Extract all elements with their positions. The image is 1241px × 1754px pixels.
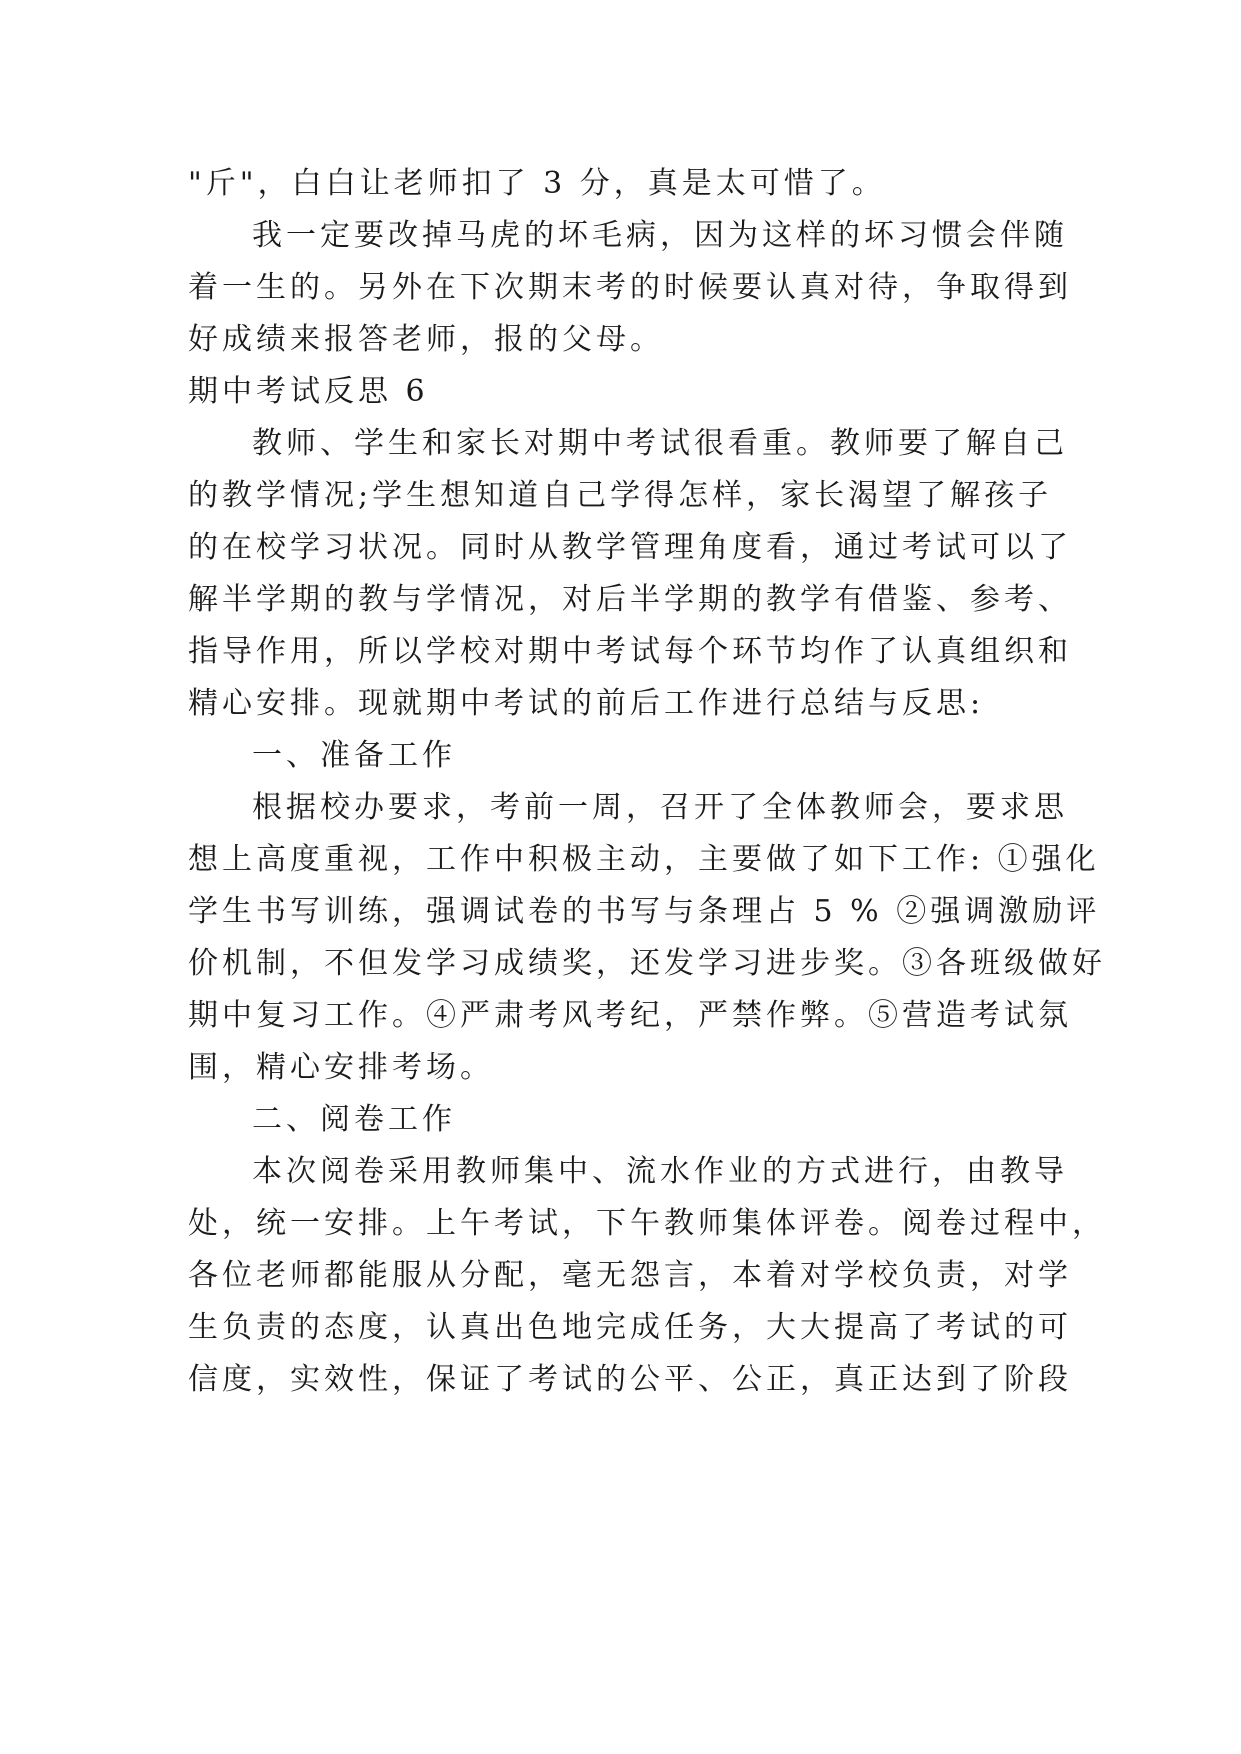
paragraph-line: 处，统一安排。上午考试，下午教师集体评卷。阅卷过程中， xyxy=(188,1206,1106,1241)
paragraph-line: 精心安排。现就期中考试的前后工作进行总结与反思: xyxy=(188,686,985,721)
section-title: 期中考试反思 6 xyxy=(188,374,429,409)
paragraph-line: 期中复习工作。④严肃考风考纪，严禁作弊。⑤营造考试氛 xyxy=(188,998,1072,1033)
paragraph-line: 解半学期的教与学情况，对后半学期的教学有借鉴、参考、 xyxy=(188,582,1072,617)
subsection-heading: 二、阅卷工作 xyxy=(252,1102,456,1137)
paragraph-line: 根据校办要求，考前一周，召开了全体教师会，要求思 xyxy=(252,790,1068,825)
paragraph-line: 各位老师都能服从分配，毫无怨言，本着对学校负责，对学 xyxy=(188,1258,1072,1293)
paragraph-line: 想上高度重视，工作中积极主动，主要做了如下工作: ①强化 xyxy=(188,842,1100,877)
paragraph-line: 的在校学习状况。同时从教学管理角度看，通过考试可以了 xyxy=(188,530,1072,565)
subsection-heading: 一、准备工作 xyxy=(252,738,456,773)
paragraph-line: 好成绩来报答老师，报的父母。 xyxy=(188,322,664,357)
paragraph-line: 价机制，不但发学习成绩奖，还发学习进步奖。③各班级做好 xyxy=(188,946,1106,981)
document-body xyxy=(188,158,1106,1406)
paragraph-line: "斤"，白白让老师扣了 3 分，真是太可惜了。 xyxy=(188,166,886,201)
paragraph-line: 学生书写训练，强调试卷的书写与条理占 5 % ②强调激励评 xyxy=(188,894,1101,929)
paragraph-line: 指导作用，所以学校对期中考试每个环节均作了认真组织和 xyxy=(188,634,1072,669)
paragraph-line: 本次阅卷采用教师集中、流水作业的方式进行，由教导 xyxy=(252,1154,1068,1189)
paragraph-line: 的教学情况;学生想知道自己学得怎样，家长渴望了解孩子 xyxy=(188,478,1053,513)
paragraph-line: 教师、学生和家长对期中考试很看重。教师要了解自己 xyxy=(252,426,1068,461)
paragraph-line: 信度，实效性，保证了考试的公平、公正，真正达到了阶段 xyxy=(188,1362,1072,1397)
paragraph-line: 生负责的态度，认真出色地完成任务，大大提高了考试的可 xyxy=(188,1310,1072,1345)
paragraph-line: 围，精心安排考场。 xyxy=(188,1050,494,1085)
paragraph-line: 着一生的。另外在下次期末考的时候要认真对待，争取得到 xyxy=(188,270,1072,305)
paragraph-line: 我一定要改掉马虎的坏毛病，因为这样的坏习惯会伴随 xyxy=(252,218,1068,253)
